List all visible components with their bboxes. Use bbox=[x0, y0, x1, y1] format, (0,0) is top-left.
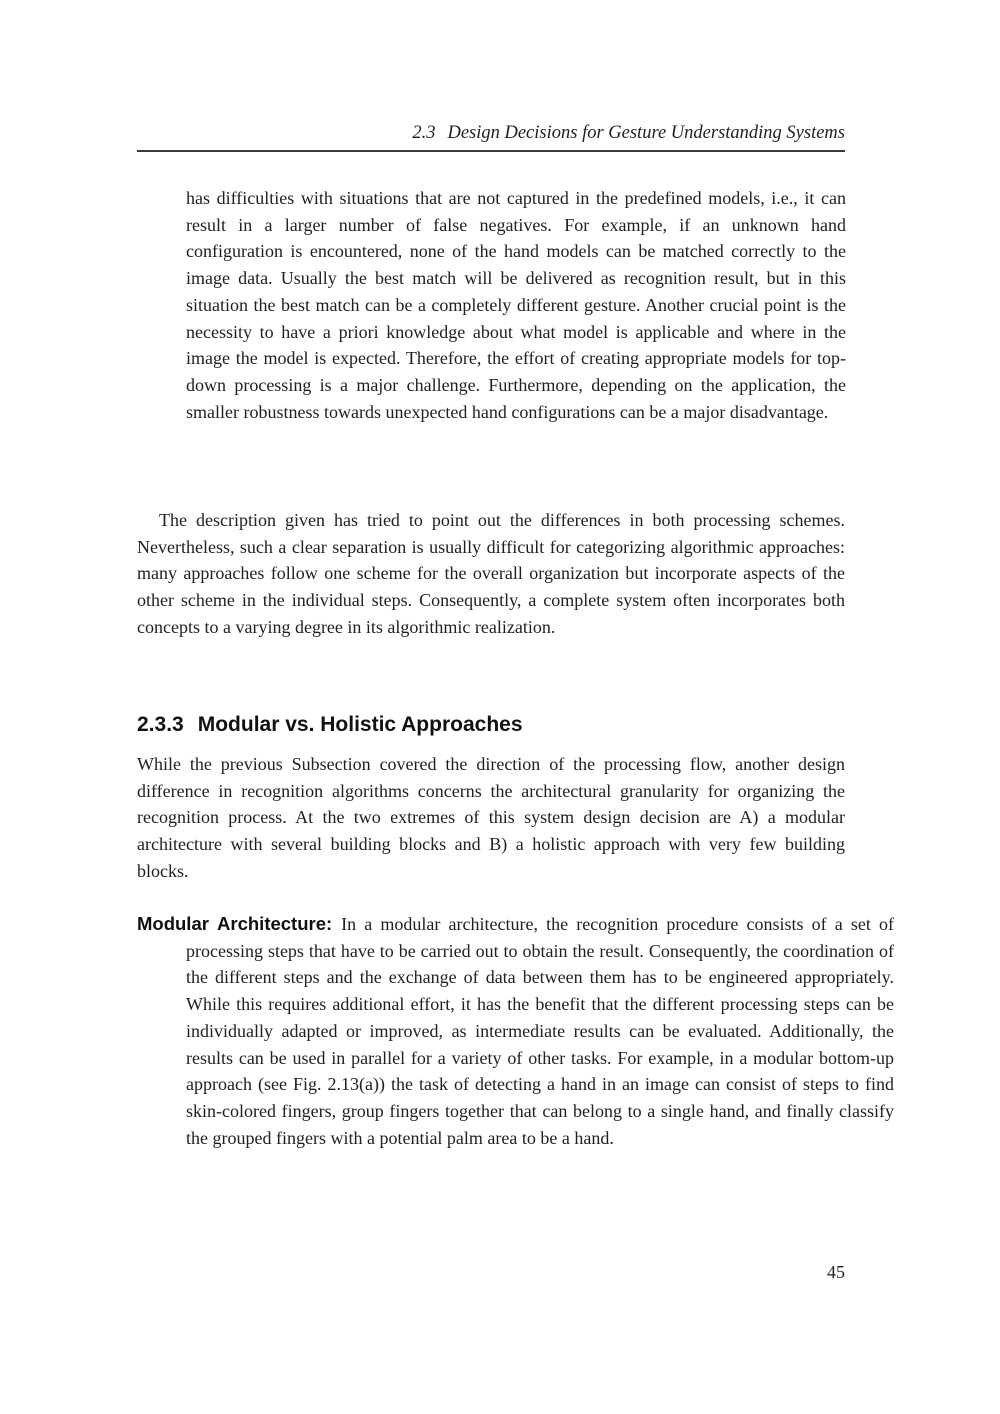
continued-indented-paragraph: has difficulties with situations that are not captured in the predefined models, i.e., it can result in a larger number of false negatives. For example, if an unknown hand configuration is encountered, none of the hand models can be matched correctly to the image data. Usually the best match will be delivered as recognition result, but in this situation the best match can be a completely different gesture. Another crucial point is the necessity to have a priori knowledge about what model is applicable and where in the image the model is expected. Therefore, the effort of creating appropriate models for top-down processing is a major challenge. Furthermore, depending on the application, the smaller robustness towards unexpected hand configurations can be a major disadvantage. bbox=[186, 188, 846, 422]
subsection-number: 2.3.3 bbox=[137, 713, 184, 736]
running-header-section-title: Design Decisions for Gesture Understanding Systems bbox=[447, 123, 845, 143]
modular-architecture-text: In a modular architecture, the recognition procedure consists of a set of processing steps that have to be carried out to obtain the result. Consequently, the coordination of the different steps and the exchange of data between them has to be engineered appropriately. While this requires additional effort, it has the benefit that the different processing steps can be individually adapted or improved, as intermediate results can be evaluated. Additionally, the results can be used in parallel for a variety of other tasks. For example, in a modular bottom-up approach (see Fig. 2.13(a)) the task of detecting a hand in an image can consist of steps to find skin-colored fingers, group fingers together that can belong to a single hand, and finally classify the grouped fingers with a potential palm area to be a hand. bbox=[186, 914, 894, 1148]
running-header-section-number: 2.3 bbox=[412, 123, 436, 143]
subsection-heading bbox=[137, 712, 845, 737]
page-number: 45 bbox=[827, 1262, 845, 1282]
paragraph-description-given: The description given has tried to point out the differences in both processing schemes. Nevertheless, such a clear separation is usually difficult for categorizing algorithmic approaches: many approaches follow one scheme for the overall organization but incorporate aspects of the other scheme in the individual steps. Consequently, a complete system often incorporates both concepts to a varying degree in its algorithmic realization. bbox=[137, 510, 845, 637]
modular-architecture-label: Modular Architecture: bbox=[137, 913, 333, 934]
running-header bbox=[137, 123, 845, 144]
header-rule bbox=[137, 150, 845, 152]
modular-architecture-item bbox=[137, 911, 894, 1151]
paragraph-while-previous: While the previous Subsection covered the direction of the processing flow, another design difference in recognition algorithms concerns the architectural granularity for organizing the recognition process. At the two extremes of this system design decision are A) a modular architecture with several building blocks and B) a holistic approach with very few building blocks. bbox=[137, 754, 845, 881]
subsection-title: Modular vs. Holistic Approaches bbox=[197, 713, 523, 736]
